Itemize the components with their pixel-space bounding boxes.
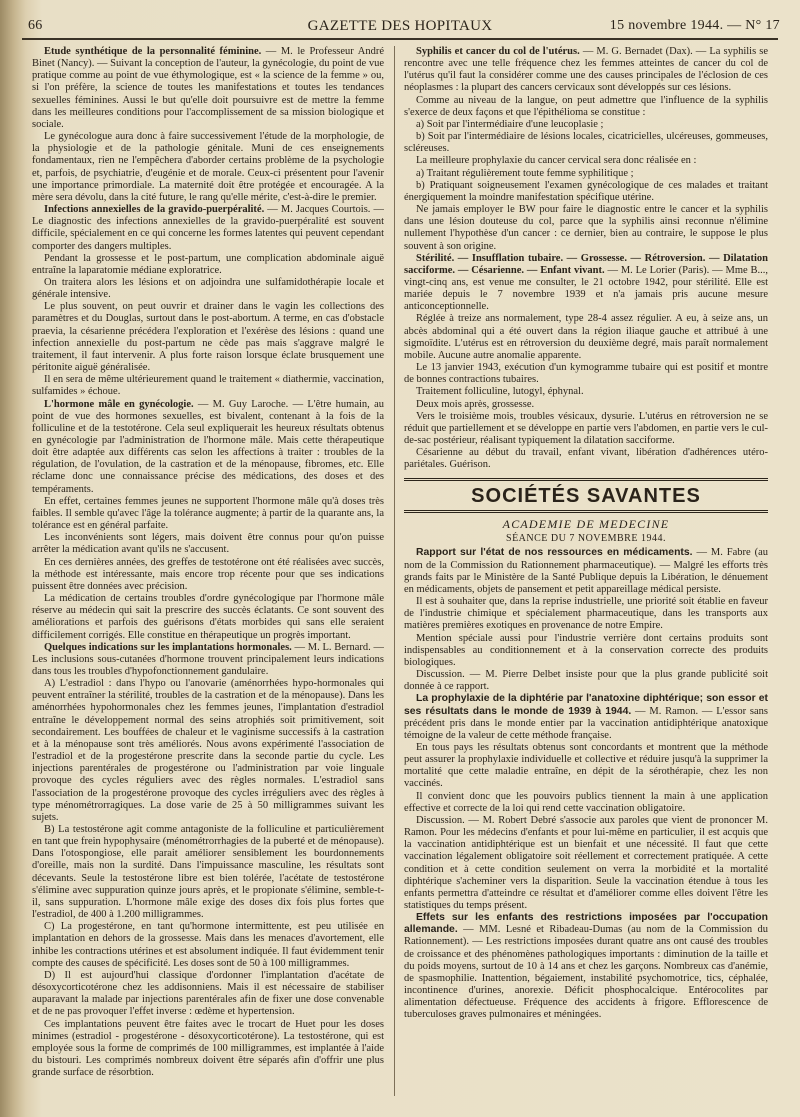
- article-paragraph: On traitera alors les lésions et on adjoindra une sulfamidothérapie locale et générale intensive.: [32, 276, 384, 301]
- article-paragraph: Traitement folliculine, lutogyl, éphynal.: [416, 386, 584, 398]
- header-rule: [22, 38, 778, 40]
- article-paragraph: Pendant la grossesse et le post-partum, une complication abdominale aiguë entraîne la laparatomie médiane exploratrice.: [32, 252, 384, 276]
- article-paragraph: Comme au niveau de la langue, on peut admettre que l'influence de la syphilis s'exerce de deux façons et que l'épithélioma se constitue :: [404, 94, 768, 118]
- article-paragraph: Infections annexielles de la gravido-puerpéralité. — M. Jacques Courtois. — Le diagnostic des infections annexielles de la gravido-puerpéralité est souvent difficile, spécialement en ce qui concerne les formes latentes qui peuvent cependant comporter des dangers multiples.: [32, 204, 384, 252]
- article-paragraph: A) L'estradiol : dans l'hypo ou l'anovarie (aménorrhées hypo-hormonales qui peuvent entraîner la stérilité, troubles de la castration et de la ménopause). Dans les aménorrhées hypohormonales chez les femmes jeunes, l'implantation d'estradiol entraîne le développement normal des seins atrophiés soit primitivement, soit secondairement. Les bouffées de chaleur et le vaginisme successifs à la castration et à la ménopause sont très améliorés. Nous avons expérimenté l'association de l'estradiol et de la progestérone prescrite dans la seconde partie du cycle. Les injections parentérales de progestérone ou l'administration par voie linguale provoque des cycles réguliers avec des règles normales. L'estradiol sans l'association de la progestérone provoque des cycles irréguliers avec des règles à type ménométrorragiques. La dose varie de 25 à 50 milligrammes suivant les sujets.: [32, 678, 384, 823]
- article-paragraph: Il est à souhaiter que, dans la reprise industrielle, une priorité soit établie en faveur de l'industrie chimique et spécialement pharmaceutique, dans les transports aux matières premières exotiques en provenance de notre Empire.: [404, 596, 768, 632]
- article-paragraph: b) Pratiquant soigneusement l'examen gynécologique de ces malades et traitant énergiquement la moindre manifestation spécifique utérine.: [404, 179, 768, 203]
- article-paragraph: a) Traitant régulièrement toute femme syphilitique ;: [416, 167, 634, 179]
- article-paragraph: Le plus souvent, on peut ouvrir et drainer dans le vagin les collections des paramètres et du Douglas, surtout dans le post-abortum. A terme, en cas d'obstacle praevia, la césarienne précédera l'exploration et l'exérèse des lésions : quand une infection annexielle du post-partum ne cède pas mais s'aggrave malgré le traitement, il faut intervenir. A plus forte raison lorsque éclate brusquement une péritonite aiguë généralisée.: [32, 301, 384, 374]
- article-paragraph: Césarienne au début du travail, enfant vivant, libération d'adhérences utéro-pariétales. Guérison.: [404, 447, 768, 471]
- society-name: ACADEMIE DE MEDECINE: [502, 517, 670, 532]
- article-paragraph: Le 13 janvier 1943, exécution d'un kymogramme tubaire qui est positif et montre de bonnes contractions tubaires.: [404, 362, 768, 386]
- article-paragraph: Quelques indications sur les implantations hormonales. — M. L. Bernard. — Les inclusions sous-cutanées d'hormone trouvent principalement leurs indications dans tous les troubles d'hypofonctionnement gandulaire.: [32, 641, 384, 677]
- article-title: Stérilité. — Insufflation tubaire. — Grossesse. — Rétroversion. — Dilatation sacciforme. — Césarienne. — Enfant vivant.: [404, 252, 768, 276]
- article-paragraph: Ces implantations peuvent être faites avec le trocart de Huet pour les doses minimes (estradiol - progestérone - désoxycorticotérone). La testostérone, qui est employée sous la forme de comprimés de 100 milligrammes, est implantée à l'aide du bistouri. Les comprimés nombreux doivent être séparés afin d'offrir une plus grande surface de résorbtion.: [32, 1018, 384, 1079]
- article-paragraph: Syphilis et cancer du col de l'utérus. — M. G. Bernadet (Dax). — La syphilis se rencontre avec une telle fréquence chez les femmes atteintes de cancer du col de l'utérus qu'il faut la considérer comme une des causes principales de l'éclosion de ces néoplasmes : la plupart des cancers cervicaux sont développés sur ces lésions.: [404, 46, 768, 94]
- article-paragraph: B) La testostérone agit comme antagoniste de la folliculine et particulièrement en tant que frein hypophysaire (ménométrorrhagies de la puberté et de ménopause). Dans l'otospongiose, elle parait améliorer sensiblement les bourdonnements d'oreille, mais non la surdité. Dans l'impuissance masculine, les résultats sont décevants. Seule la testostérone libre est bien tolérée, l'acétate de testostérone s'élimine avec suppuration quinze jours après, et le propionate s'élimine, semble-t-il, sans suppuration. L'hormone mâle exige des doses dix fois plus fortes que l'estradiol, de 400 à 1.200 milligrammes.: [32, 824, 384, 921]
- article-title: La prophylaxie de la diphtérie par l'anatoxine diphtérique; son essor et ses résultats dans le monde de 1939 à 1944.: [404, 693, 768, 717]
- article-paragraph: Réglée à treize ans normalement, type 28-4 assez régulier. A eu, à seize ans, un abcès abdominal qui a été ouvert dans la région iliaque gauche et attribué à une sigmoïdite. L'utérus est en rétroversion du deuxième degré, mais paraît normalement mobile. Aucune autre anomalie apparente.: [404, 313, 768, 361]
- article-title: Etude synthétique de la personnalité féminine.: [44, 46, 262, 57]
- article-paragraph: En effet, certaines femmes jeunes ne supportent l'hormone mâle qu'à doses très faibles. Il semble qu'avec l'âge la tolérance augmente; à partir de la quarante ans, la tolérance est en général parfaite.: [32, 495, 384, 532]
- article-paragraph: En ces dernières années, des greffes de testotérone ont été réalisées avec succès, la méthode est intéressante, mais encore trop récente pour que ses indications puissent être données avec précision.: [32, 556, 384, 592]
- article-paragraph: D) Il est aujourd'hui classique d'ordonner l'implantation d'acétate de désoxycorticotérone chez les addisonniens. Mais il est nécessaire de stabiliser auparavant la malade par injections parentérales afin de fixer une dose convenable et de ne pas provoquer l'effet inverse : œdème et hypertension.: [32, 969, 384, 1018]
- article-paragraph: La prophylaxie de la diphtérie par l'anatoxine diphtérique; son essor et ses résultats dans le monde de 1939 à 1944. — M. Ramon. — L'essor sans précédent pris dans le monde entier par la vaccination antidiphtérique anatoxique témoigne de la valeur de cette méthode française.: [404, 693, 768, 741]
- article-paragraph: C) La progestérone, en tant qu'hormone intermittente, est peu utilisée en implantation en dehors de la grossesse. Mais dans les menaces d'avortement, elle inhibe les contractions utérines et est absolument indiquée. Il faut évidemment tenir compte des causes de spécificité. Les doses sont de 50 à 100 milligrammes.: [32, 921, 384, 969]
- article-paragraph: Deux mois après, grossesse.: [416, 398, 535, 410]
- article-paragraph: Il en sera de même ultérieurement quand le traitement « diathermie, vaccination, sulfamides » échoue.: [32, 374, 384, 398]
- article-paragraph: a) Soit par l'intermédiaire d'une leucoplasie ;: [416, 118, 604, 130]
- article-title: Rapport sur l'état de nos ressources en médicaments.: [416, 547, 693, 559]
- article-title: L'hormone mâle en gynécologie.: [44, 398, 194, 410]
- page-header: [20, 14, 780, 38]
- article-paragraph: Discussion. — M. Pierre Delbet insiste pour que la plus grande publicité soit donnée à ce rapport.: [404, 669, 768, 693]
- page-number: 66: [28, 18, 43, 33]
- article-paragraph: Effets sur les enfants des restrictions imposées par l'occupation allemande. — MM. Lesné et Ribadeau-Dumas (au nom de la Commission du Rationnement). — Les restrictions imposées durant quatre ans ont causé des troubles de croissance et des phénomènes pathologiques importants : diminution de la taille et du poids moyens, surtout de 10 à 14 ans et chez les garçons. Nombreux cas d'anémie, de spasmophilie. Inattention, bégaiement, instabilité psychomotrice, tics, céphalée, incontinence d'urines, anorexie. Déficit phosphocalcique. Entérocolites par alimentation défectueuse. Fréquence des accidents à frigore. Efflorescence de tuberculoses graves pulmonaires et méningées.: [404, 912, 768, 1021]
- article-paragraph: Mention spéciale aussi pour l'industrie verrière dont certains produits sont indispensables au conditionnement et à la conservation correcte des produits biologiques.: [404, 632, 768, 668]
- article-paragraph: Discussion. — M. Robert Debré s'associe aux paroles que vient de prononcer M. Ramon. Pour les médecins d'enfants et pour lui-même en particulier, il est acquis que la vaccination antidiphtérique est un bienfait et une nécessité. Il faut que cette vaccination légalement obligatoire soit réellement et correctement pratiquée. A cette condition et à cette condition seulement on verra la morbidité et la mortalité diphtérique s'acheminer vers la disparition. Seule la vaccination étendue à tous les enfants permettra d'atteindre ce résultat et d'améliorer comme elles doivent l'être les statistiques du temps présent.: [404, 814, 768, 911]
- issue-date: 15 novembre 1944. — N° 17: [609, 18, 780, 33]
- article-paragraph: La médication de certains troubles d'ordre gynécologique par l'hormone mâle réserve au médecin qui sait la prescrire des succès éclatants. Ce sont souvent des améliorations et parfois des guérisons d'états morbides qui sans elle seraient difficilement corrigés. Elle constitue en thérapeutique un progrès important.: [32, 593, 384, 641]
- section-header: [404, 478, 768, 513]
- article-paragraph: Ne jamais employer le BW pour faire le diagnostic entre le cancer et la syphilis dans une lésion douteuse du col, parce que la syphilis ainsi reconnue n'élimine nullement l'hypothèse d'un cancer : ce dernier, bien au contraire, le suppose le plus souvent à son origine.: [404, 204, 768, 252]
- article-paragraph: Rapport sur l'état de nos ressources en médicaments. — M. Fabre (au nom de la Commission du Rationnement pharmaceutique). — Malgré les efforts très grands faits par le Ministère de la Santé Publique depuis la Libération, le dénuement en médicaments, objets de pansement et petit appareillage médical persiste.: [404, 547, 768, 595]
- article-paragraph: L'hormone mâle en gynécologie. — M. Guy Laroche. — L'être humain, au point de vue des hormones sexuelles, est bivalent, contenant à la fois de la folliculine et de la testotérone. Cela seul expliquerait les heureux résultats obtenus en gynécologie par l'administration de l'hormone mâle. Mais cette thérapeutique doit être adaptée aux différents cas selon les affections à traiter : troubles de la régulation, de l'ovulation, de la castration et de la ménopause, fibromes, etc. Elle réclame donc une connaissance précise des médications, des doses et des tempéraments.: [32, 398, 384, 495]
- article-paragraph: Vers le troisième mois, troubles vésicaux, dysurie. L'utérus en rétroversion ne se réduit que partiellement et se développe en partie vers l'abdomen, en partie vers le cul-de-sac postérieur, réalisant typiquement la dilatation sacciforme.: [404, 410, 768, 446]
- article-title: Quelques indications sur les implantations hormonales.: [44, 641, 292, 653]
- article-paragraph: Etude synthétique de la personnalité féminine. — M. le Professeur André Binet (Nancy). — Suivant la conception de l'auteur, la gynécologie, du point de vue pratique comme au point de vue éthymologique, est « la science de la femme » ou, si l'on préfère, la science de toutes les manifestations et toutes les tendances sexuelles féminines. Aussi le but qu'elle doit poursuivre est de mettre la femme dans les meilleures conditions pour l'accomplissement de sa mission biologique et sociale.: [32, 46, 384, 130]
- right-column: [404, 46, 768, 1106]
- article-title: Effets sur les enfants des restrictions imposées par l'occupation allemande.: [404, 912, 768, 936]
- article-paragraph: En tous pays les résultats obtenus sont concordants et montrent que la méthode peut assurer la prophylaxie individuelle et collective et réduire jusqu'à la supprimer la mortalité que cette maladie entraîne, en dépit de la sérothérapie, chez les non vaccinés.: [404, 741, 768, 790]
- article-title: Syphilis et cancer du col de l'utérus.: [416, 46, 580, 57]
- article-title: Infections annexielles de la gravido-puerpéralité.: [44, 204, 265, 216]
- article-paragraph: Les inconvénients sont légers, mais doivent être connus pour qu'on puisse arrêter la médication avant qu'ils ne s'accusent.: [32, 532, 384, 556]
- session-date: SÉANCE DU 7 NOVEMBRE 1944.: [506, 533, 666, 545]
- article-paragraph: b) Soit par l'intermédiaire de lésions locales, cicatricielles, ulcéreuses, gommeuses, scléreuses.: [404, 131, 768, 155]
- left-column: [32, 46, 384, 1106]
- journal-title: GAZETTE DES HOPITAUX: [307, 18, 493, 34]
- article-paragraph: Il convient donc que les pouvoirs publics tiennent la main à une application effective et correcte de la loi qui rend cette vaccination obligatoire.: [404, 790, 768, 814]
- article-paragraph: Le gynécologue aura donc à faire successivement l'étude de la morphologie, de la physiologie et de la pathologie génitale. Muni de ces enseignements fondamentaux, rien ne l'empêchera d'aborder certains problème de la psychologie et, parfois, de psychiatrie, d'eugénie et de morale. Ceux-ci présentent pour l'avenir une importance primordiale. La maternité doit être protégée et encouragée. A la mère sera dévolu, dans la cité future, le rang qu'elle mérite, c'est-à-dire le premier.: [32, 131, 384, 203]
- article-paragraph: La meilleure prophylaxie du cancer cervical sera donc réalisée en :: [416, 155, 697, 167]
- section-title: SOCIÉTÉS SAVANTES: [471, 485, 701, 508]
- article-paragraph: Stérilité. — Insufflation tubaire. — Grossesse. — Rétroversion. — Dilatation sacciforme. — Césarienne. — Enfant vivant. — M. Le Lorier (Paris). — Mme B..., vingt-cinq ans, est venue me consulter, le 21 octobre 1942, pour stérilité. Elle est mariée depuis le 7 novembre 1939 et n'a jamais pris aucune mesure anticonceptionnelle.: [404, 252, 768, 313]
- column-divider: [394, 46, 395, 1096]
